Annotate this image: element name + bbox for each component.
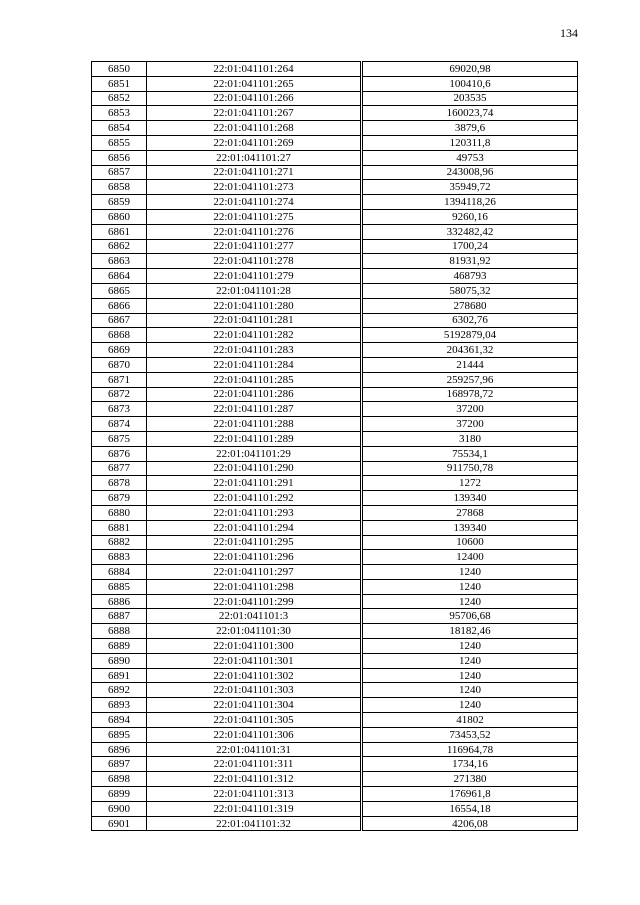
value-cell: 1240 [362,565,578,580]
value-cell: 12400 [362,550,578,565]
value-cell: 95706,68 [362,609,578,624]
table-row [92,165,578,180]
table-row [92,328,578,343]
table-row [92,91,578,106]
table-row [92,224,578,239]
table-row [92,357,578,372]
row-number-cell: 6896 [92,742,147,757]
cadastral-number-cell: 22:01:041101:29 [147,446,362,461]
cadastral-number-cell: 22:01:041101:298 [147,579,362,594]
table-row [92,461,578,476]
table-row [92,713,578,728]
row-number-cell: 6874 [92,417,147,432]
row-number-cell: 6883 [92,550,147,565]
table-row [92,343,578,358]
cadastral-number-cell: 22:01:041101:291 [147,476,362,491]
table-row [92,372,578,387]
table-row [92,491,578,506]
cadastral-number-cell: 22:01:041101:301 [147,653,362,668]
value-cell: 204361,32 [362,343,578,358]
row-number-cell: 6852 [92,91,147,106]
cadastral-number-cell: 22:01:041101:268 [147,121,362,136]
value-cell: 271380 [362,772,578,787]
cadastral-number-cell: 22:01:041101:267 [147,106,362,121]
cadastral-number-cell: 22:01:041101:313 [147,787,362,802]
cadastral-number-cell: 22:01:041101:31 [147,742,362,757]
table-row [92,76,578,91]
value-cell: 18182,46 [362,624,578,639]
table-row [92,698,578,713]
cadastral-number-cell: 22:01:041101:279 [147,269,362,284]
row-number-cell: 6851 [92,76,147,91]
cadastral-number-cell: 22:01:041101:264 [147,62,362,77]
row-number-cell: 6894 [92,713,147,728]
value-cell: 1240 [362,668,578,683]
table-row [92,683,578,698]
cadastral-number-cell: 22:01:041101:300 [147,639,362,654]
cadastral-number-cell: 22:01:041101:274 [147,195,362,210]
cadastral-number-cell: 22:01:041101:292 [147,491,362,506]
table-row [92,772,578,787]
value-cell: 203535 [362,91,578,106]
cadastral-number-cell: 22:01:041101:303 [147,683,362,698]
cadastral-number-cell: 22:01:041101:32 [147,816,362,831]
value-cell: 37200 [362,417,578,432]
value-cell: 75534,1 [362,446,578,461]
value-cell: 1700,24 [362,239,578,254]
row-number-cell: 6886 [92,594,147,609]
value-cell: 1734,16 [362,757,578,772]
cadastral-number-cell: 22:01:041101:277 [147,239,362,254]
table-row [92,668,578,683]
table-row [92,639,578,654]
value-cell: 3879,6 [362,121,578,136]
table-row [92,624,578,639]
value-cell: 468793 [362,269,578,284]
row-number-cell: 6879 [92,491,147,506]
cadastral-number-cell: 22:01:041101:287 [147,402,362,417]
value-cell: 69020,98 [362,62,578,77]
cadastral-number-cell: 22:01:041101:289 [147,431,362,446]
row-number-cell: 6873 [92,402,147,417]
value-cell: 21444 [362,357,578,372]
row-number-cell: 6861 [92,224,147,239]
table-row [92,106,578,121]
value-cell: 1240 [362,698,578,713]
cadastral-number-cell: 22:01:041101:273 [147,180,362,195]
row-number-cell: 6864 [92,269,147,284]
value-cell: 4206,08 [362,816,578,831]
row-number-cell: 6882 [92,535,147,550]
cadastral-number-cell: 22:01:041101:299 [147,594,362,609]
value-cell: 160023,74 [362,106,578,121]
value-cell: 1394118,26 [362,195,578,210]
table-row [92,535,578,550]
table-row [92,150,578,165]
value-cell: 9260,16 [362,209,578,224]
table-row [92,62,578,77]
page-number: 134 [560,26,578,40]
table-row [92,742,578,757]
row-number-cell: 6875 [92,431,147,446]
cadastral-number-cell: 22:01:041101:276 [147,224,362,239]
value-cell: 259257,96 [362,372,578,387]
cadastral-number-cell: 22:01:041101:278 [147,254,362,269]
table-row [92,594,578,609]
table-row [92,269,578,284]
table-row [92,816,578,831]
cadastral-number-cell: 22:01:041101:304 [147,698,362,713]
cadastral-number-cell: 22:01:041101:306 [147,727,362,742]
row-number-cell: 6892 [92,683,147,698]
table-row [92,476,578,491]
row-number-cell: 6877 [92,461,147,476]
table-row [92,195,578,210]
table-row [92,446,578,461]
cadastral-number-cell: 22:01:041101:319 [147,801,362,816]
value-cell: 27868 [362,505,578,520]
row-number-cell: 6856 [92,150,147,165]
table-row [92,579,578,594]
value-cell: 1272 [362,476,578,491]
table-row [92,520,578,535]
table-row [92,121,578,136]
cadastral-number-cell: 22:01:041101:312 [147,772,362,787]
cadastral-number-cell: 22:01:041101:284 [147,357,362,372]
row-number-cell: 6889 [92,639,147,654]
row-number-cell: 6881 [92,520,147,535]
cadastral-number-cell: 22:01:041101:30 [147,624,362,639]
row-number-cell: 6900 [92,801,147,816]
row-number-cell: 6895 [92,727,147,742]
row-number-cell: 6887 [92,609,147,624]
value-cell: 5192879,04 [362,328,578,343]
value-cell: 16554,18 [362,801,578,816]
cadastral-number-cell: 22:01:041101:28 [147,283,362,298]
row-number-cell: 6885 [92,579,147,594]
cadastral-number-cell: 22:01:041101:311 [147,757,362,772]
cadastral-number-cell: 22:01:041101:290 [147,461,362,476]
cadastral-number-cell: 22:01:041101:281 [147,313,362,328]
table-row [92,283,578,298]
cadastral-number-cell: 22:01:041101:286 [147,387,362,402]
table-row [92,801,578,816]
row-number-cell: 6867 [92,313,147,328]
value-cell: 49753 [362,150,578,165]
table-row [92,757,578,772]
value-cell: 81931,92 [362,254,578,269]
cadastral-table [91,61,578,831]
row-number-cell: 6880 [92,505,147,520]
value-cell: 1240 [362,594,578,609]
row-number-cell: 6890 [92,653,147,668]
row-number-cell: 6850 [92,62,147,77]
row-number-cell: 6871 [92,372,147,387]
table-row [92,653,578,668]
row-number-cell: 6869 [92,343,147,358]
row-number-cell: 6897 [92,757,147,772]
value-cell: 6302,76 [362,313,578,328]
value-cell: 139340 [362,520,578,535]
row-number-cell: 6860 [92,209,147,224]
row-number-cell: 6878 [92,476,147,491]
cadastral-number-cell: 22:01:041101:285 [147,372,362,387]
row-number-cell: 6859 [92,195,147,210]
cadastral-number-cell: 22:01:041101:275 [147,209,362,224]
table-row [92,565,578,580]
table-row [92,505,578,520]
cadastral-number-cell: 22:01:041101:266 [147,91,362,106]
value-cell: 3180 [362,431,578,446]
table-row [92,609,578,624]
row-number-cell: 6868 [92,328,147,343]
row-number-cell: 6891 [92,668,147,683]
cadastral-number-cell: 22:01:041101:293 [147,505,362,520]
value-cell: 35949,72 [362,180,578,195]
cadastral-number-cell: 22:01:041101:269 [147,135,362,150]
table-row [92,387,578,402]
table-row [92,787,578,802]
row-number-cell: 6866 [92,298,147,313]
value-cell: 73453,52 [362,727,578,742]
cadastral-number-cell: 22:01:041101:288 [147,417,362,432]
value-cell: 116964,78 [362,742,578,757]
cadastral-number-cell: 22:01:041101:27 [147,150,362,165]
row-number-cell: 6854 [92,121,147,136]
cadastral-number-cell: 22:01:041101:282 [147,328,362,343]
row-number-cell: 6863 [92,254,147,269]
value-cell: 1240 [362,683,578,698]
row-number-cell: 6857 [92,165,147,180]
cadastral-number-cell: 22:01:041101:296 [147,550,362,565]
cadastral-number-cell: 22:01:041101:305 [147,713,362,728]
table-row [92,550,578,565]
row-number-cell: 6876 [92,446,147,461]
value-cell: 10600 [362,535,578,550]
table-row [92,431,578,446]
value-cell: 243008,96 [362,165,578,180]
row-number-cell: 6862 [92,239,147,254]
table-row [92,402,578,417]
row-number-cell: 6853 [92,106,147,121]
value-cell: 1240 [362,639,578,654]
cadastral-number-cell: 22:01:041101:265 [147,76,362,91]
row-number-cell: 6872 [92,387,147,402]
value-cell: 332482,42 [362,224,578,239]
value-cell: 100410,6 [362,76,578,91]
table-row [92,417,578,432]
value-cell: 176961,8 [362,787,578,802]
table-row [92,180,578,195]
cadastral-number-cell: 22:01:041101:295 [147,535,362,550]
table-row [92,727,578,742]
table-row [92,313,578,328]
row-number-cell: 6893 [92,698,147,713]
value-cell: 139340 [362,491,578,506]
row-number-cell: 6901 [92,816,147,831]
cadastral-number-cell: 22:01:041101:302 [147,668,362,683]
table-row [92,135,578,150]
value-cell: 120311,8 [362,135,578,150]
table-row [92,298,578,313]
row-number-cell: 6855 [92,135,147,150]
value-cell: 278680 [362,298,578,313]
cadastral-number-cell: 22:01:041101:283 [147,343,362,358]
value-cell: 58075,32 [362,283,578,298]
table-row [92,209,578,224]
table-body [92,62,578,831]
value-cell: 168978,72 [362,387,578,402]
row-number-cell: 6898 [92,772,147,787]
cadastral-number-cell: 22:01:041101:294 [147,520,362,535]
cadastral-number-cell: 22:01:041101:3 [147,609,362,624]
value-cell: 1240 [362,653,578,668]
cadastral-number-cell: 22:01:041101:297 [147,565,362,580]
table-row [92,254,578,269]
row-number-cell: 6870 [92,357,147,372]
row-number-cell: 6858 [92,180,147,195]
table-row [92,239,578,254]
row-number-cell: 6865 [92,283,147,298]
cadastral-number-cell: 22:01:041101:280 [147,298,362,313]
cadastral-number-cell: 22:01:041101:271 [147,165,362,180]
value-cell: 41802 [362,713,578,728]
row-number-cell: 6888 [92,624,147,639]
value-cell: 37200 [362,402,578,417]
value-cell: 911750,78 [362,461,578,476]
row-number-cell: 6884 [92,565,147,580]
value-cell: 1240 [362,579,578,594]
row-number-cell: 6899 [92,787,147,802]
